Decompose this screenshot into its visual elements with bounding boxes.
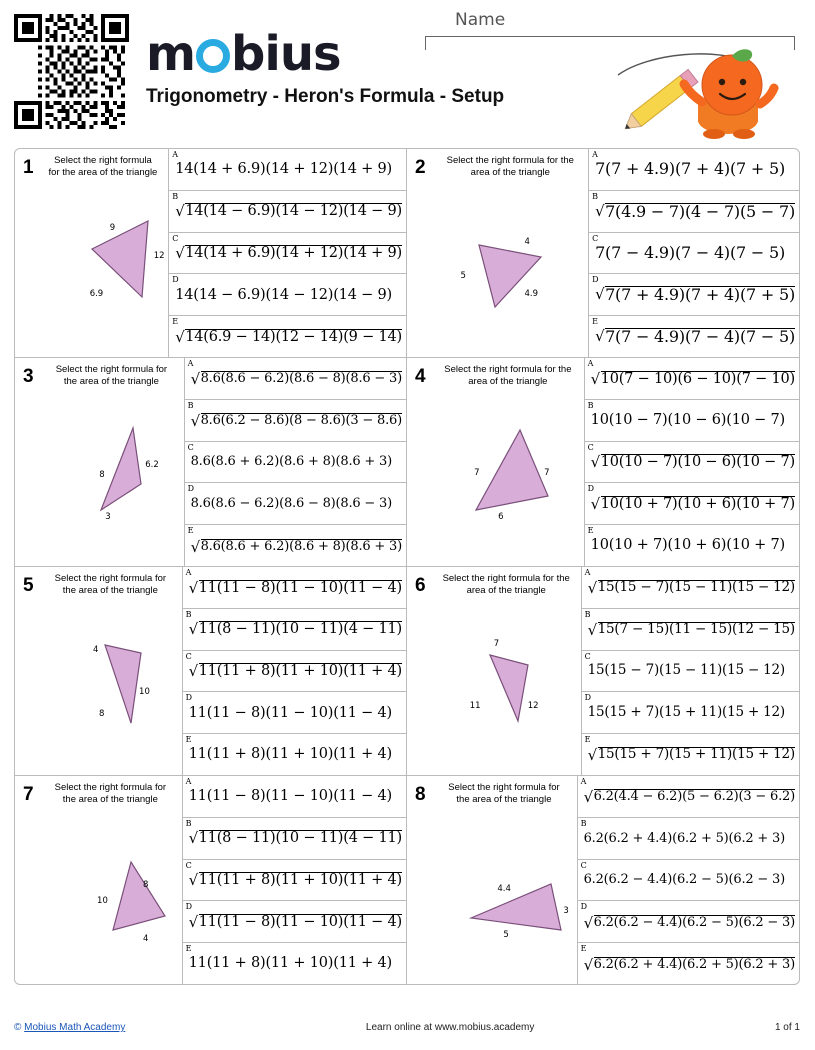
choice-e[interactable] [578, 943, 799, 984]
choice-expression: √ 11(8 − 11)(10 − 11)(4 − 11) [187, 621, 402, 637]
choice-expression: √ 8.6(8.6 + 6.2)(8.6 + 8)(8.6 + 3) [189, 539, 402, 553]
choice-c[interactable] [589, 233, 799, 275]
choice-expression: 8.6(8.6 − 6.2)(8.6 − 8)(8.6 − 3) [190, 496, 392, 512]
choice-letter: C [185, 651, 192, 661]
choice-letter: D [185, 693, 193, 703]
choice-b[interactable] [578, 818, 799, 860]
choice-expression: √ 11(11 + 8)(11 + 10)(11 + 4) [187, 663, 402, 679]
choice-a[interactable] [585, 358, 799, 400]
problem-number: 5 [23, 575, 34, 596]
choice-expression: √ 7(4.9 − 7)(4 − 7)(5 − 7) [593, 203, 795, 220]
dimension-label: 3 [563, 905, 569, 916]
page-footer [14, 1022, 800, 1033]
copyright-symbol: © [14, 1022, 22, 1033]
choice-expression: √ 8.6(6.2 − 8.6)(8 − 8.6)(3 − 8.6) [189, 413, 402, 427]
dimension-label: 4 [93, 644, 99, 655]
choice-expression: 15(15 − 7)(15 − 11)(15 − 12) [587, 662, 785, 679]
worksheet-grid [14, 148, 800, 985]
choice-expression: √ 10(10 − 7)(10 − 6)(10 − 7) [589, 454, 795, 470]
choice-list [184, 358, 406, 566]
choice-letter: B [185, 609, 192, 619]
choice-expression: 7(7 + 4.9)(7 + 4)(7 + 5) [595, 159, 785, 179]
problem-number: 4 [415, 366, 426, 387]
name-field-line[interactable] [425, 36, 795, 37]
dimension-label: 12 [153, 250, 165, 261]
choice-letter: C [185, 860, 192, 870]
choice-letter: B [172, 191, 179, 201]
choice-expression: 11(11 + 8)(11 + 10)(11 + 4) [188, 746, 392, 763]
choice-e[interactable] [183, 734, 406, 775]
choice-letter: D [584, 693, 592, 703]
dimension-label: 10 [97, 895, 108, 906]
choice-a[interactable] [578, 776, 799, 818]
triangle-figure [432, 597, 581, 747]
problem-body [433, 149, 589, 357]
choice-expression: √ 6.2(6.2 + 4.4)(6.2 + 5)(6.2 + 3) [582, 957, 795, 971]
choice-e[interactable] [589, 316, 799, 357]
problem-number: 1 [23, 157, 34, 178]
dimension-label: 4 [143, 933, 149, 944]
problem-row [15, 358, 799, 567]
choice-e[interactable] [169, 316, 406, 357]
problem-prompt: Select the right formula for the area of the triangle [444, 364, 572, 387]
triangle-figure [433, 179, 589, 329]
dimension-label: 4 [524, 236, 530, 247]
choice-list [584, 358, 799, 566]
problem-2 [407, 149, 799, 357]
choice-c[interactable] [585, 442, 799, 484]
footer-center-text: Learn online at www.mobius.academy [365, 1022, 535, 1033]
choice-expression: √ 14(14 − 6.9)(14 − 12)(14 − 9) [173, 203, 402, 219]
choice-d[interactable] [185, 483, 406, 525]
dimension-label: 6 [498, 511, 504, 522]
choice-expression: 10(10 − 7)(10 − 6)(10 − 7) [590, 411, 785, 428]
choice-expression: 14(14 − 6.9)(14 − 12)(14 − 9) [175, 286, 392, 303]
triangle-figure [39, 806, 182, 956]
choice-letter: B [584, 609, 591, 619]
choice-expression: √ 15(7 − 15)(11 − 15)(12 − 15) [586, 622, 795, 637]
choice-letter: A [580, 777, 587, 786]
choice-a[interactable] [183, 776, 406, 818]
choice-letter: C [584, 651, 591, 661]
problem-body [432, 358, 584, 566]
choice-a[interactable] [169, 149, 406, 191]
choice-expression: √ 14(14 + 6.9)(14 + 12)(14 + 9) [173, 245, 402, 261]
choice-letter: E [185, 735, 192, 745]
choice-c[interactable] [183, 651, 406, 693]
choice-e[interactable] [185, 525, 406, 566]
choice-letter: A [592, 150, 598, 159]
choice-expression: 7(7 − 4.9)(7 − 4)(7 − 5) [595, 242, 785, 262]
choice-a[interactable] [183, 567, 406, 609]
problem-row [15, 567, 799, 776]
choice-letter: D [580, 902, 587, 912]
problem-number: 8 [415, 784, 426, 805]
choice-letter: E [584, 735, 591, 745]
choice-letter: C [172, 233, 179, 243]
choice-e[interactable] [582, 734, 799, 775]
problem-1 [15, 149, 407, 357]
problem-body [431, 776, 576, 984]
dimension-label: 9 [109, 222, 116, 233]
triangle-figure [431, 806, 576, 956]
brand-text-post: bius [231, 26, 341, 82]
dimension-label: 6.9 [89, 288, 104, 299]
choice-list [182, 776, 406, 984]
choice-list [182, 567, 406, 775]
choice-expression: √ 7(7 + 4.9)(7 + 4)(7 + 5) [593, 286, 795, 303]
choice-letter: D [172, 275, 179, 285]
problem-4 [407, 358, 799, 566]
choice-letter: A [587, 359, 594, 368]
dimension-label: 5 [460, 270, 466, 281]
copyright [14, 1022, 125, 1033]
triangle-figure [39, 597, 182, 747]
choice-letter: E [587, 526, 594, 536]
choice-expression: √ 6.2(4.4 − 6.2)(5 − 6.2)(3 − 6.2) [582, 789, 795, 803]
choice-expression: 8.6(8.6 + 6.2)(8.6 + 8)(8.6 + 3) [190, 454, 392, 470]
choice-letter: E [185, 944, 192, 954]
brand-text-pre: m [146, 26, 196, 82]
choice-d[interactable] [183, 901, 406, 943]
page-number: 1 of 1 [774, 1022, 800, 1033]
choice-expression: 6.2(6.2 − 4.4)(6.2 − 5)(6.2 − 3) [583, 872, 785, 888]
dimension-label: 12 [527, 700, 539, 711]
choice-expression: √ 15(15 + 7)(15 + 11)(15 + 12) [586, 747, 795, 762]
dimension-label: 5 [503, 929, 509, 940]
problem-body [38, 149, 169, 357]
dimension-label: 4.4 [497, 883, 511, 894]
qr-code [14, 14, 129, 129]
choice-e[interactable] [183, 943, 406, 984]
choice-expression: 10(10 + 7)(10 + 6)(10 + 7) [590, 537, 785, 554]
choice-letter: A [185, 777, 192, 786]
triangle-figure [38, 179, 169, 329]
problem-prompt: Select the right formula for the area of the triangle [48, 155, 158, 178]
choice-expression: √ 8.6(8.6 − 6.2)(8.6 − 8)(8.6 − 3) [189, 371, 402, 385]
choice-expression: √ 11(11 + 8)(11 + 10)(11 + 4) [187, 872, 402, 888]
choice-letter: B [580, 818, 587, 828]
choice-c[interactable] [169, 233, 406, 275]
problem-number: 7 [23, 784, 34, 805]
logo-o-icon [196, 39, 230, 73]
dimension-label: 7 [474, 467, 480, 478]
choice-expression: √ 7(7 − 4.9)(7 − 4)(7 − 5) [593, 328, 795, 345]
choice-letter: E [187, 526, 194, 536]
choice-letter: A [185, 568, 192, 577]
name-field-tick-left [425, 36, 426, 50]
page-title: Trigonometry - Heron's Formula - Setup [146, 86, 505, 107]
mobius-math-academy-link[interactable]: Mobius Math Academy [24, 1022, 126, 1033]
problem-5 [15, 567, 407, 775]
dimension-label: 7 [493, 638, 500, 649]
choice-b[interactable] [582, 609, 799, 651]
dimension-label: 8 [99, 469, 105, 480]
choice-letter: D [592, 275, 599, 285]
choice-a[interactable] [589, 149, 799, 191]
choice-d[interactable] [582, 692, 799, 734]
choice-expression: √ 11(11 − 8)(11 − 10)(11 − 4) [187, 580, 402, 596]
choice-expression: √ 6.2(6.2 − 4.4)(6.2 − 5)(6.2 − 3) [582, 915, 795, 929]
choice-a[interactable] [185, 358, 406, 400]
problem-body [39, 567, 182, 775]
problem-prompt: Select the right formula for the area of the triangle [446, 155, 574, 178]
choice-expression: 11(11 − 8)(11 − 10)(11 − 4) [188, 704, 392, 721]
choice-expression: 15(15 + 7)(15 + 11)(15 + 12) [587, 704, 785, 721]
choice-letter: B [587, 400, 594, 410]
name-label: Name [455, 10, 506, 30]
choice-e[interactable] [585, 525, 799, 566]
dimension-label: 8 [99, 708, 105, 719]
problem-3 [15, 358, 407, 566]
choice-list [168, 149, 406, 357]
choice-list [581, 567, 799, 775]
choice-d[interactable] [585, 483, 799, 525]
triangle-figure [432, 388, 584, 538]
choice-d[interactable] [578, 901, 799, 943]
problem-row [15, 776, 799, 984]
choice-b[interactable] [589, 191, 799, 233]
choice-letter: E [172, 317, 179, 327]
choice-list [588, 149, 799, 357]
choice-letter: A [172, 150, 178, 159]
dimension-label: 8 [143, 879, 149, 890]
choice-letter: D [185, 902, 193, 912]
problem-6 [407, 567, 799, 775]
choice-expression: √ 10(7 − 10)(6 − 10)(7 − 10) [589, 371, 795, 387]
choice-b[interactable] [169, 191, 406, 233]
choice-c[interactable] [183, 860, 406, 902]
choice-letter: A [584, 568, 591, 577]
choice-a[interactable] [582, 567, 799, 609]
choice-b[interactable] [183, 818, 406, 860]
choice-b[interactable] [183, 609, 406, 651]
problem-number: 3 [23, 366, 34, 387]
dimension-label: 3 [105, 511, 111, 522]
choice-c[interactable] [582, 651, 799, 693]
choice-expression: 14(14 + 6.9)(14 + 12)(14 + 9) [175, 161, 392, 178]
triangle-figure [39, 388, 183, 538]
choice-b[interactable] [585, 400, 799, 442]
choice-letter: B [592, 191, 598, 201]
dimension-label: 4.9 [524, 288, 539, 299]
problem-prompt: Select the right formula for the area of the triangle [54, 782, 167, 805]
problem-8 [407, 776, 799, 984]
dimension-label: 10 [139, 686, 150, 697]
choice-letter: A [187, 359, 194, 368]
problem-7 [15, 776, 407, 984]
choice-expression: √ 15(15 − 7)(15 − 11)(15 − 12) [586, 580, 795, 595]
choice-expression: 11(11 − 8)(11 − 10)(11 − 4) [188, 788, 392, 805]
choice-letter: C [592, 233, 599, 243]
choice-list [577, 776, 799, 984]
problem-prompt: Select the right formula for the area of the triangle [442, 573, 570, 596]
page-header [0, 0, 815, 140]
choice-letter: B [185, 818, 192, 828]
problem-prompt: Select the right formula for the area of the triangle [55, 364, 168, 387]
choice-expression: √ 14(6.9 − 14)(12 − 14)(9 − 14) [173, 329, 402, 345]
choice-c[interactable] [578, 860, 799, 902]
choice-expression: √ 11(11 − 8)(11 − 10)(11 − 4) [187, 914, 402, 930]
choice-letter: C [587, 442, 594, 452]
choice-d[interactable] [169, 274, 406, 316]
choice-b[interactable] [185, 400, 406, 442]
choice-letter: B [187, 400, 194, 410]
choice-letter: C [580, 860, 587, 870]
mobius-logo [146, 26, 341, 82]
choice-expression: 11(11 + 8)(11 + 10)(11 + 4) [188, 955, 392, 972]
problem-number: 6 [415, 575, 426, 596]
dimension-label: 6.2 [145, 459, 159, 470]
choice-expression: 6.2(6.2 + 4.4)(6.2 + 5)(6.2 + 3) [583, 830, 785, 846]
problem-body [39, 358, 183, 566]
mascot-illustration [610, 40, 800, 140]
choice-c[interactable] [185, 442, 406, 484]
choice-d[interactable] [589, 274, 799, 316]
choice-expression: √ 10(10 + 7)(10 + 6)(10 + 7) [589, 496, 795, 512]
problem-body [432, 567, 581, 775]
choice-letter: D [187, 484, 194, 494]
problem-number: 2 [415, 157, 426, 178]
problem-row [15, 149, 799, 358]
choice-d[interactable] [183, 692, 406, 734]
choice-letter: E [592, 317, 598, 327]
choice-letter: C [187, 442, 194, 452]
dimension-label: 7 [544, 467, 550, 478]
choice-expression: √ 11(8 − 11)(10 − 11)(4 − 11) [187, 830, 402, 846]
problem-prompt: Select the right formula for the area of the triangle [448, 782, 560, 805]
problem-prompt: Select the right formula for the area of the triangle [54, 573, 167, 596]
problem-body [39, 776, 182, 984]
dimension-label: 11 [469, 700, 481, 711]
choice-letter: E [580, 944, 587, 954]
choice-letter: D [587, 484, 595, 494]
